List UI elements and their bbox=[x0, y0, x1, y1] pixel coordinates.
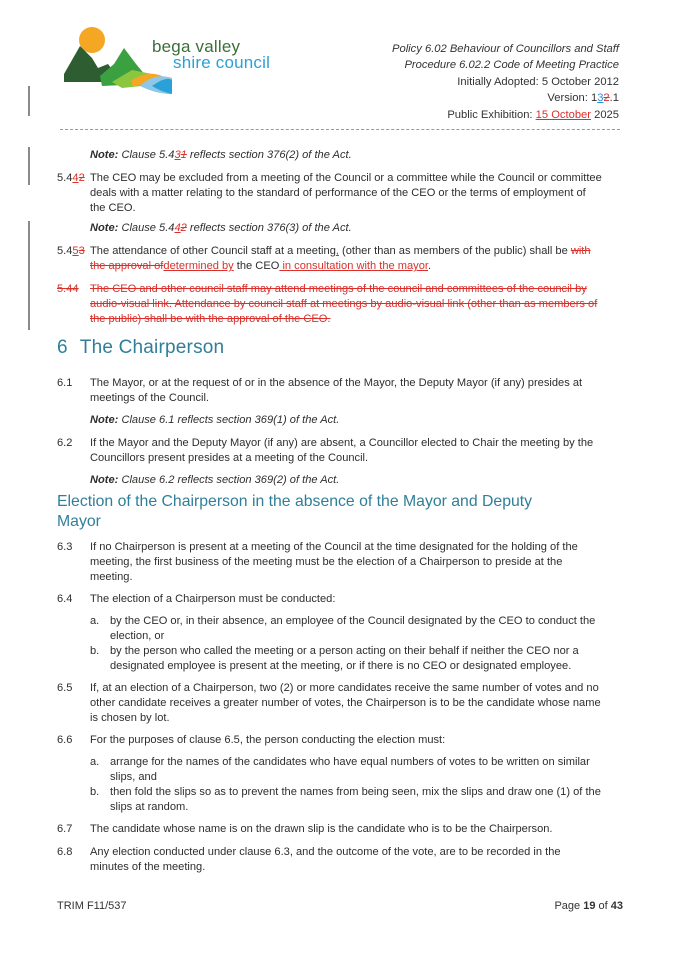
document-header-info bbox=[392, 41, 619, 123]
clause-number-6-2: 6.2 bbox=[57, 437, 73, 449]
clause-6-2-text: If the Mayor and the Deputy Mayor (if any) are absent, a Councillor elected to Chair the meeting by the Councillors present presides at a meeting of the Council. bbox=[90, 437, 594, 465]
clause-6-4-b-text: by the person who called the meeting or a person acting on their behalf if neither the CEO nor a designated employee is present at the meeting, or if there is no CEO or designated employee. bbox=[110, 645, 579, 673]
council-logo bbox=[62, 24, 280, 96]
list-label-b: b. bbox=[90, 645, 100, 657]
clause-5-45-text: The attendance of other Council staff at a meeting, (other than as members of the public) shall be with the approval ofdetermined by the CEO in consultation with the mayor. bbox=[90, 245, 591, 273]
clause-number-6-8: 6.8 bbox=[57, 846, 73, 858]
clause-number-6-3: 6.3 bbox=[57, 541, 73, 553]
landscape-logo-icon bbox=[62, 24, 172, 96]
note-clause-6-2: Note: Clause 6.2 reflects section 369(2) of the Act. bbox=[90, 474, 340, 486]
clause-5-44-text: The CEO may be excluded from a meeting of the Council or a committee while the Council or committee deals with a matter relating to the standard of performance of the CEO or the terms of employment of the CEO. bbox=[90, 172, 602, 215]
adopted-date: Initially Adopted: 5 October 2012 bbox=[457, 75, 619, 88]
header-divider bbox=[60, 129, 620, 130]
clause-number-6-4: 6.4 bbox=[57, 593, 73, 605]
version-line: Version: 132.1 bbox=[547, 92, 619, 105]
note-clause-5-43: Note: Clause 5.431 reflects section 376(2) of the Act. bbox=[90, 149, 352, 161]
clause-6-6-text: For the purposes of clause 6.5, the person conducting the election must: bbox=[90, 734, 446, 746]
change-bar bbox=[28, 86, 30, 116]
list-label-b: b. bbox=[90, 786, 100, 798]
clause-6-4-a-text: by the CEO or, in their absence, an employee of the Council designated by the CEO to conduct the election, or bbox=[110, 615, 596, 643]
deleted-clause-5-44-text: The CEO and other council staff may attend meetings of the council and committees of the council by audio-visual link. Attendance by council staff at meetings by audio-visual link (other than as members of the public) shall be with the approval of the CEO. bbox=[90, 283, 598, 326]
clause-number-6-6: 6.6 bbox=[57, 734, 73, 746]
list-label-a: a. bbox=[90, 756, 100, 768]
clause-6-1-text: The Mayor, or at the request of or in the absence of the Mayor, the Deputy Mayor (if any) presides at meetings of the Council. bbox=[90, 377, 583, 405]
clause-6-5-text: If, at an election of a Chairperson, two (2) or more candidates receive the same number of votes and no other candidate receives a greater number of votes, the Chairperson is to be the candidate whose name is chosen by lot. bbox=[90, 682, 601, 725]
trim-reference: TRIM F11/537 bbox=[57, 900, 127, 912]
list-label-a: a. bbox=[90, 615, 100, 627]
deleted-clause-number-5-44: 5.44 bbox=[57, 283, 79, 295]
change-bar bbox=[28, 147, 30, 185]
clause-number-6-5: 6.5 bbox=[57, 682, 73, 694]
clause-number-5-44: 5.442 bbox=[57, 172, 85, 184]
clause-6-7-text: The candidate whose name is on the drawn slip is the candidate who is to be the Chairperson. bbox=[90, 823, 553, 835]
section-heading-chairperson: 6 The Chairperson bbox=[57, 337, 225, 358]
public-exhibition-line: Public Exhibition: 15 October 2025 bbox=[447, 108, 619, 121]
clause-number-5-45: 5.453 bbox=[57, 245, 85, 257]
note-clause-5-44: Note: Clause 5.442 reflects section 376(3) of the Act. bbox=[90, 222, 352, 234]
note-clause-6-1: Note: Clause 6.1 reflects section 369(1) of the Act. bbox=[90, 414, 340, 426]
clause-6-3-text: If no Chairperson is present at a meeting of the Council at the time designated for the holding of the meeting, the first business of the meeting must be the election of a Chairperson to preside at the meeting. bbox=[90, 541, 578, 584]
clause-6-4-text: The election of a Chairperson must be conducted: bbox=[90, 593, 336, 605]
change-bar bbox=[28, 221, 30, 330]
procedure-title: Procedure 6.02.2 Code of Meeting Practice bbox=[404, 59, 619, 72]
subheading-election-of-chairperson: Election of the Chairperson in the absence of the Mayor and Deputy Mayor bbox=[57, 493, 533, 530]
policy-title: Policy 6.02 Behaviour of Councillors and Staff bbox=[392, 43, 619, 55]
clause-number-6-7: 6.7 bbox=[57, 823, 73, 835]
clause-number-6-1: 6.1 bbox=[57, 377, 73, 389]
clause-6-8-text: Any election conducted under clause 6.3, and the outcome of the vote, are to be recorded in the minutes of the meeting. bbox=[90, 846, 561, 874]
logo-text-shire-council: shire council bbox=[173, 53, 271, 72]
page-number: Page 19 of 43 bbox=[554, 900, 623, 912]
clause-6-6-b-text: then fold the slips so as to prevent the names from being seen, mix the slips and draw one (1) of the slips at random. bbox=[110, 786, 601, 814]
clause-6-6-a-text: arrange for the names of the candidates who have equal numbers of votes to be written on similar slips, and bbox=[110, 756, 590, 784]
logo-text-bega-valley: bega valley bbox=[152, 37, 241, 56]
